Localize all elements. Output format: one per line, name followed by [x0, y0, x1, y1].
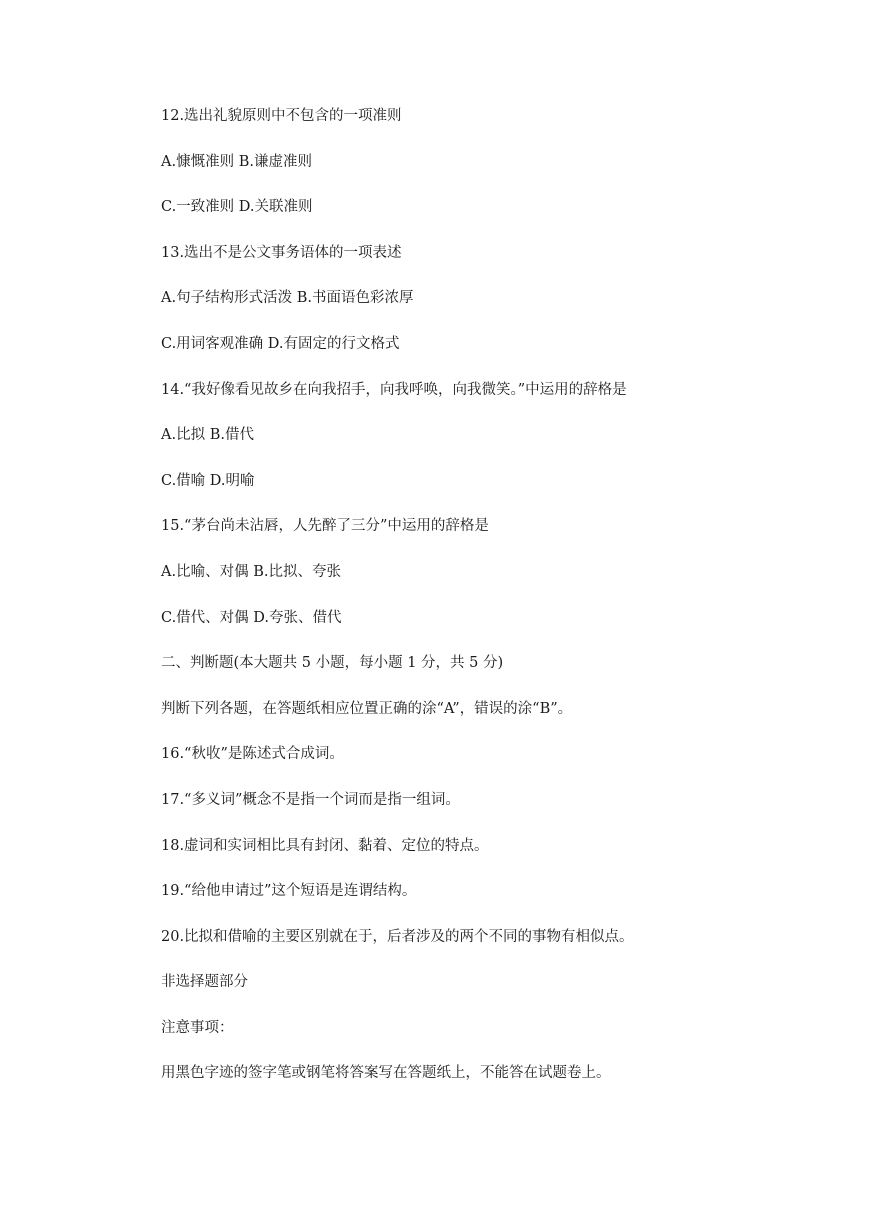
question-14-options-cd: C.借喻 D.明喻 — [161, 472, 255, 489]
section-instructions: 判断下列各题，在答题纸相应位置正确的涂“A”，错误的涂“B”。 — [161, 700, 573, 717]
question-12-stem: 12.选出礼貌原则中不包含的一项准则 — [161, 108, 402, 124]
question-13-options-cd: C.用词客观准确 D.有固定的行文格式 — [161, 335, 400, 352]
question-20: 20.比拟和借喻的主要区别就在于，后者涉及的两个不同的事物有相似点。 — [161, 928, 634, 945]
section-heading-true-false: 二、判断题(本大题共 5 小题，每小题 1 分，共 5 分) — [161, 655, 504, 672]
question-17: 17.“多义词”概念不是指一个词而是指一组词。 — [161, 791, 460, 808]
question-18: 18.虚词和实词相比具有封闭、黏着、定位的特点。 — [161, 837, 489, 854]
question-13-stem: 13.选出不是公文事务语体的一项表述 — [161, 244, 402, 261]
question-15-options-ab: A.比喻、对偶 B.比拟、夸张 — [161, 563, 341, 580]
question-12-options-cd: C.一致准则 D.关联准则 — [161, 199, 313, 216]
question-15-stem: 15.“茅台尚未沾唇，人先醉了三分”中运用的辞格是 — [161, 518, 489, 535]
document-body — [161, 101, 721, 1104]
question-19: 19.“给他申请过”这个短语是连谓结构。 — [161, 883, 417, 900]
question-16: 16.“秋收”是陈述式合成词。 — [161, 746, 344, 763]
question-14-options-ab: A.比拟 B.借代 — [161, 427, 254, 444]
notes-heading: 注意事项： — [161, 1019, 234, 1036]
question-12-options-ab: A.慷慨准则 B.谦虚准则 — [161, 153, 312, 170]
question-15-options-cd: C.借代、对偶 D.夸张、借代 — [161, 609, 342, 626]
question-14-stem: 14.“我好像看见故乡在向我招手，向我呼唤，向我微笑。”中运用的辞格是 — [161, 381, 627, 398]
notes-text: 用黑色字迹的签字笔或钢笔将答案写在答题纸上，不能答在试题卷上。 — [161, 1065, 611, 1082]
section-heading-non-choice: 非选择题部分 — [161, 974, 248, 991]
question-13-options-ab: A.句子结构形式活泼 B.书面语色彩浓厚 — [161, 290, 414, 307]
